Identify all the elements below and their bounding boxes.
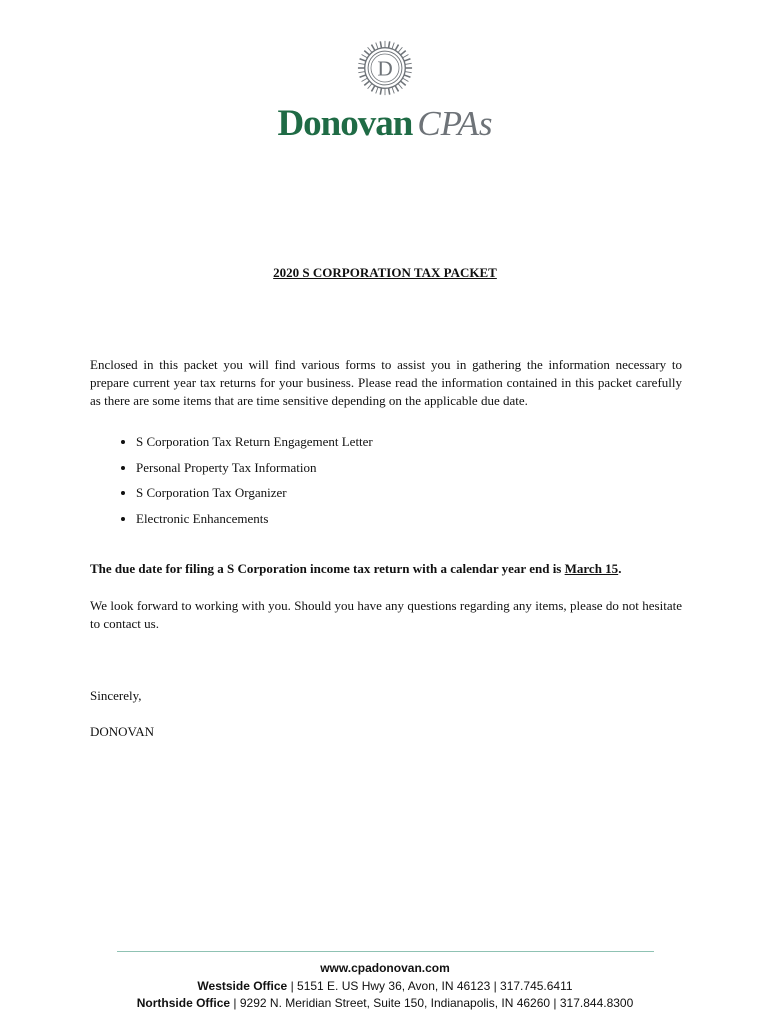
seal-ray [403, 54, 409, 57]
seal-ray [371, 45, 374, 51]
seal-ray [362, 78, 368, 81]
seal-ray [403, 78, 409, 81]
seal-ray [380, 88, 381, 95]
document-title [0, 265, 770, 281]
wordmark-suffix: CPAs [417, 104, 493, 143]
seal-ray [398, 84, 402, 89]
due-date-value: March 15 [564, 561, 619, 576]
seal-ray [362, 54, 368, 57]
seal-ray [368, 47, 372, 52]
seal-ray [405, 72, 412, 73]
seal-ray [364, 81, 369, 85]
seal-ray [404, 59, 410, 61]
seal-letter: D [377, 56, 393, 81]
due-date-statement [90, 561, 621, 577]
footer-northside-line [0, 995, 770, 1013]
footer-website-line [0, 960, 770, 978]
due-date-text: The due date for filing a S Corporation income tax return with a calendar year end is [90, 561, 565, 576]
seal-ray [401, 51, 406, 55]
seal-ray [376, 43, 378, 49]
seal-ray [395, 45, 398, 51]
list-item: • S Corporation Tax Organizer [136, 484, 373, 510]
company-logo [0, 38, 770, 144]
seal-ray [358, 72, 365, 73]
seal-ray [404, 75, 410, 77]
footer-westside-details: | 5151 E. US Hwy 36, Avon, IN 46123 | 317.745.6411 [287, 978, 573, 993]
list-item: • Personal Property Tax Information [136, 459, 373, 485]
footer-website: www.cpadonovan.com [320, 961, 450, 975]
seal-ray [405, 63, 412, 64]
seal-ray [360, 59, 366, 61]
seal-ray [392, 87, 394, 93]
seal-ray [401, 81, 406, 85]
list-item: • Electronic Enhancements [136, 510, 373, 536]
list-item: • S Corporation Tax Return Engagement Letter [136, 433, 373, 459]
wordmark-name: Donovan [277, 103, 413, 144]
closing-paragraph: We look forward to working with you. Should you have any questions regarding any items, please do not hesitate to contact us. [90, 598, 682, 631]
footer-divider [117, 951, 654, 952]
signer-name: DONOVAN [90, 724, 155, 739]
seal-ray [395, 86, 398, 92]
seal-ray [364, 51, 369, 55]
seal-ray [376, 87, 378, 93]
seal-ray [392, 43, 394, 49]
seal-ray [389, 41, 390, 48]
seal-ray [398, 47, 402, 52]
footer-westside-label: Westside Office [197, 978, 288, 993]
seal-ray [358, 63, 365, 64]
enclosed-items-list [116, 433, 373, 536]
footer-northside-label: Northside Office [136, 996, 231, 1010]
seal-ray [368, 84, 372, 89]
due-date-period: . [618, 561, 622, 576]
intro-paragraph: Enclosed in this packet you will find various forms to assist you in gathering the information necessary to prepare current year tax returns for your business. Please read the information contained in this packet carefully as there are some items that are time sensitive depending on the applicable due date. [90, 357, 682, 408]
document-title-text: 2020 S CORPORATION TAX PACKET [273, 265, 497, 280]
seal-ray [360, 75, 366, 77]
seal-ray [380, 41, 381, 48]
seal-ray [389, 88, 390, 95]
company-wordmark [0, 104, 770, 144]
footer-northside-details: | 9292 N. Meridian Street, Suite 150, Indianapolis, IN 46260 | 317.844.8300 [230, 996, 634, 1010]
footer-westside-line [0, 978, 770, 996]
seal-ray [371, 86, 374, 92]
donovan-d-seal-icon [356, 38, 414, 98]
page-footer [0, 960, 770, 1013]
salutation: Sincerely, [90, 688, 142, 703]
